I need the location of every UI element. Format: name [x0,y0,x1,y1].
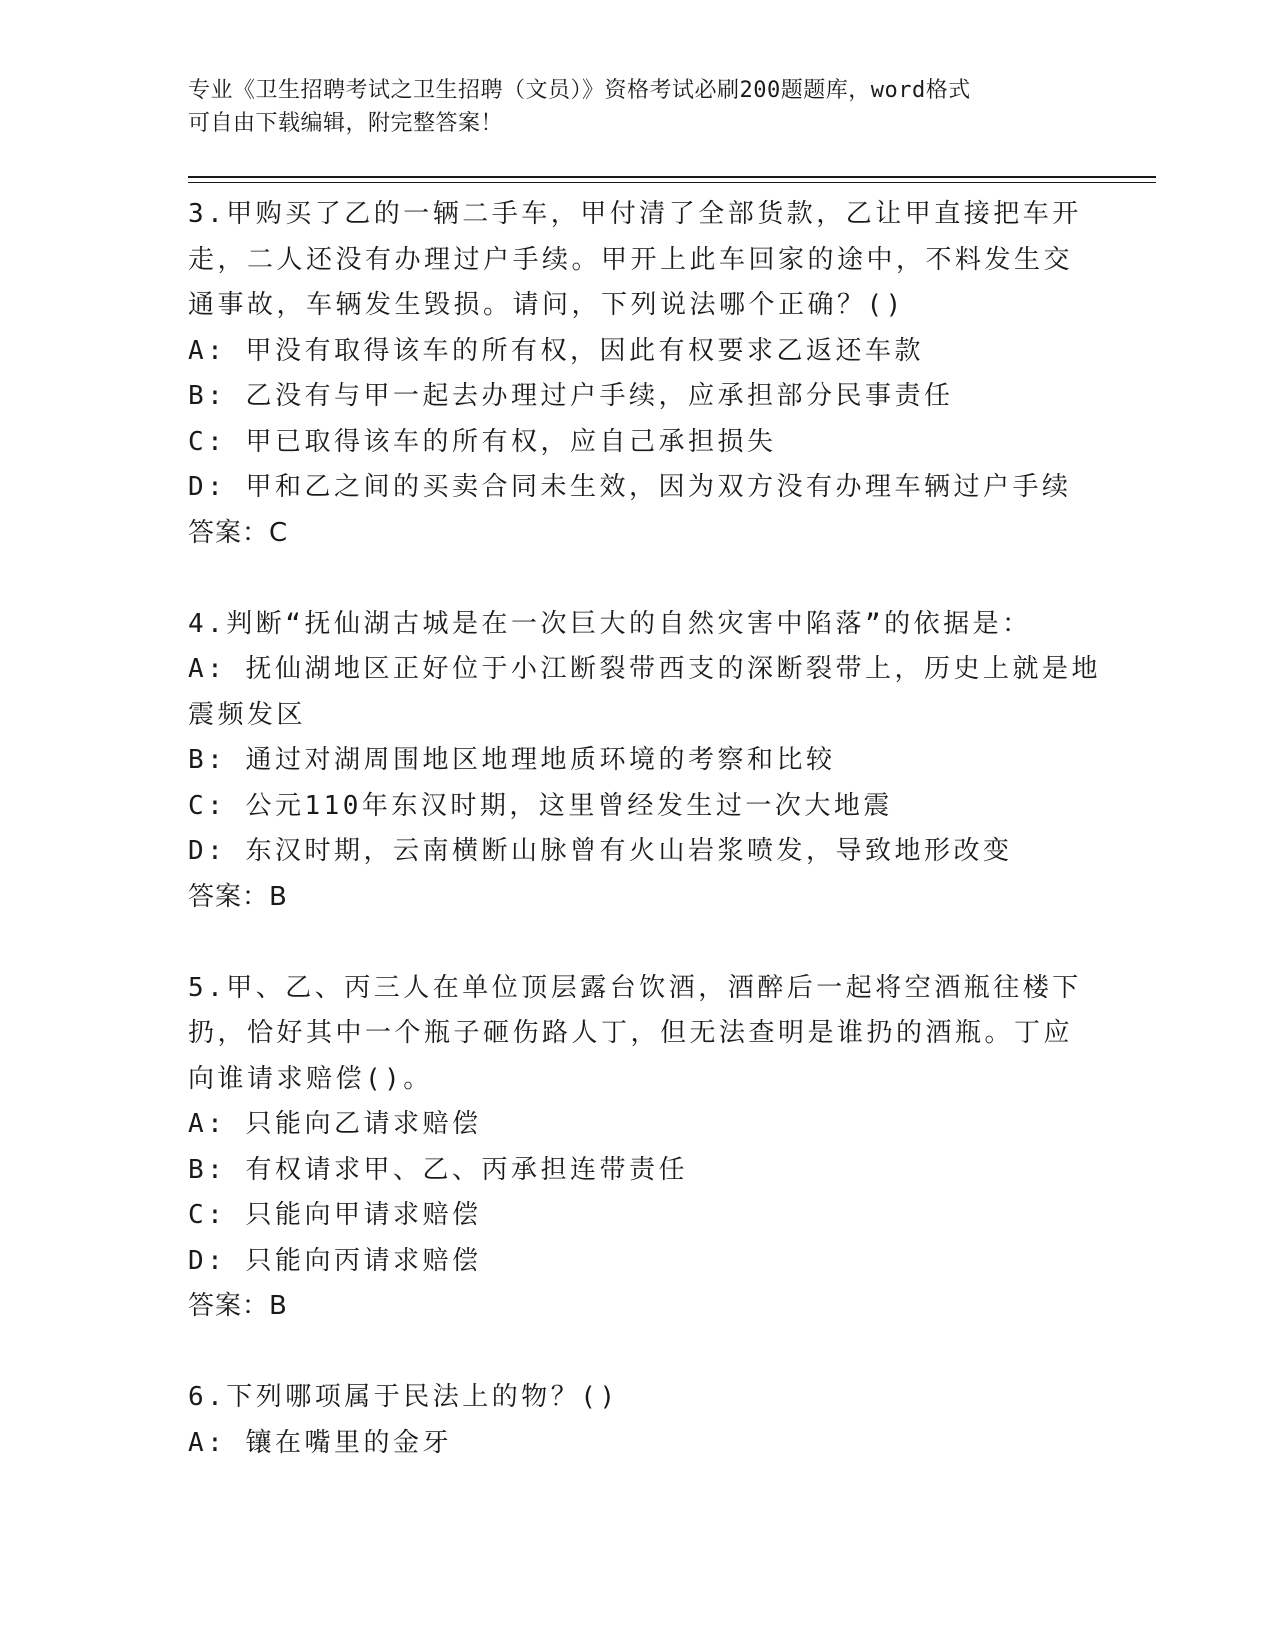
option-c: C: 公元110年东汉时期，这里曾经发生过一次大地震 [188,790,893,821]
option-b: B: 乙没有与甲一起去办理过户手续，应承担部分民事责任 [188,381,954,411]
question-6 [188,1375,1088,1466]
question-list [188,192,1101,1466]
header-line-1: 专业《卫生招聘考试之卫生招聘（文员）》资格考试必刷200题题库，word格式 [188,78,971,103]
answer-line: 答案：B [188,1291,288,1321]
header-rule-thin [188,182,1156,183]
question-stem-line: 4.判断“抚仙湖古城是在一次巨大的自然灾害中陷落”的依据是： [188,608,1032,639]
answer-line: 答案：B [188,881,288,912]
option-b: B: 有权请求甲、乙、丙承担连带责任 [188,1154,688,1185]
header-line-2: 可自由下载编辑，附完整答案！ [188,111,504,136]
question-gap [188,1330,1088,1376]
option-c: C: 只能向甲请求赔偿 [188,1200,482,1230]
option-c: C: 甲已取得该车的所有权，应自己承担损失 [188,426,777,457]
option-a: A: 只能向乙请求赔偿 [188,1109,482,1139]
question-gap [188,556,1088,602]
option-d: D: 甲和乙之间的买卖合同未生效，因为双方没有办理车辆过户手续 [188,472,1072,502]
option-d: D: 只能向丙请求赔偿 [188,1245,482,1276]
question-4 [188,602,1101,921]
option-a: A: 抚仙湖地区正好位于小江断裂带西支的深断裂带上，历史上就是地 [188,654,1101,684]
question-5 [188,966,1088,1330]
question-stem-line: 扔，恰好其中一个瓶子砸伤路人丁，但无法查明是谁扔的酒瓶。丁应 [188,1018,1074,1048]
option-d: D: 东汉时期，云南横断山脉曾有火山岩浆喷发，导致地形改变 [188,836,1013,866]
question-stem-line: 向谁请求赔偿()。 [188,1063,433,1094]
question-stem-line: 走，二人还没有办理过户手续。甲开上此车回家的途中，不料发生交 [188,244,1074,275]
answer-line: 答案：C [188,517,289,548]
question-gap [188,920,1088,966]
option-a: A: 甲没有取得该车的所有权，因此有权要求乙返还车款 [188,335,924,366]
option-a-continued: 震频发区 [188,699,307,730]
document-header [188,74,1068,140]
option-a: A: 镶在嘴里的金牙 [188,1427,452,1458]
question-stem-line: 5.甲、乙、丙三人在单位顶层露台饮酒，酒醉后一起将空酒瓶往楼下 [188,972,1082,1003]
question-stem-line: 6.下列哪项属于民法上的物？() [188,1382,619,1412]
question-stem-line: 通事故，车辆发生毁损。请问，下列说法哪个正确？() [188,290,905,320]
question-3 [188,192,1088,556]
header-rule-thick [188,176,1156,178]
option-b: B: 通过对湖周围地区地理地质环境的考察和比较 [188,745,836,775]
question-stem-line: 3.甲购买了乙的一辆二手车，甲付清了全部货款，乙让甲直接把车开 [188,199,1082,229]
